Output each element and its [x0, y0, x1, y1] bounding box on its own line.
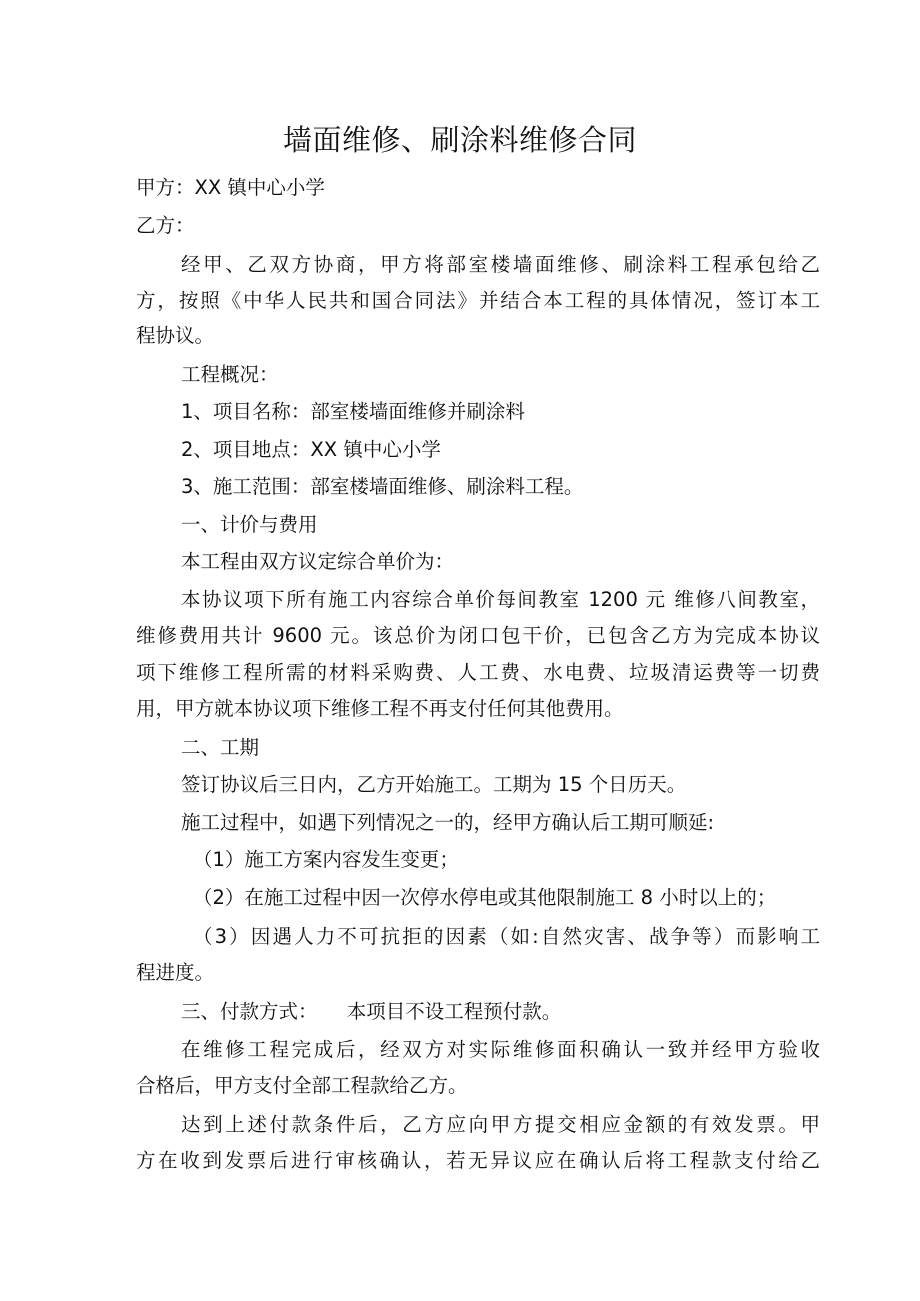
payment-paragraph-1-line-1: 在维修工程完成后，经双方对实际维修面积确认一致并经甲方验收: [181, 1038, 820, 1061]
pricing-intro-line: 本工程由双方议定综合单价为：: [181, 550, 455, 573]
party-a-line: 甲方：XX 镇中心小学: [136, 176, 325, 199]
section-payment-heading: 三、付款方式： 本项目不设工程预付款。: [181, 1000, 562, 1023]
payment-paragraph-2-line-2: 方在收到发票后进行审核确认，若无异议应在确认后将工程款支付给乙: [136, 1149, 820, 1172]
extension-condition-2: （2）在施工过程中因一次停水停电或其他限制施工 8 小时以上的；: [193, 886, 777, 909]
extension-condition-3-line-2: 程进度。: [136, 961, 215, 984]
extension-condition-3-line-1: （3）因遇人力不可抗拒的因素（如:自然灾害、战争等）而影响工: [193, 925, 820, 948]
intro-paragraph-line-3: 程协议。: [136, 324, 215, 347]
overview-heading: 工程概况：: [181, 363, 279, 386]
section-schedule-heading: 二、工期: [181, 736, 260, 759]
document-title: 墙面维修、刷涂料维修合同: [282, 123, 637, 157]
schedule-start-line: 签订协议后三日内，乙方开始施工。工期为 15 个日历天。: [181, 773, 687, 796]
extension-condition-1: （1）施工方案内容发生变更；: [193, 848, 459, 871]
pricing-paragraph-line-1: 本协议项下所有施工内容综合单价每间教室 1200 元 维修八间教室，: [181, 588, 820, 611]
overview-item-scope: 3、施工范围：部室楼墙面维修、刷涂料工程。: [181, 475, 584, 498]
pricing-paragraph-line-4: 用，甲方就本协议项下维修工程不再支付任何其他费用。: [136, 697, 624, 720]
payment-paragraph-1-line-2: 合格后，甲方支付全部工程款给乙方。: [136, 1074, 468, 1097]
intro-paragraph-line-2: 方，按照《中华人民共和国合同法》并结合本工程的具体情况，签订本工: [136, 289, 820, 312]
section-pricing-heading: 一、计价与费用: [181, 513, 318, 536]
intro-paragraph-line-1: 经甲、乙双方协商，甲方将部室楼墙面维修、刷涂料工程承包给乙: [181, 253, 820, 276]
overview-item-project-name: 1、项目名称：部室楼墙面维修并刷涂料: [181, 400, 525, 423]
payment-paragraph-2-line-1: 达到上述付款条件后，乙方应向甲方提交相应金额的有效发票。甲: [181, 1113, 820, 1136]
schedule-extension-line: 施工过程中，如遇下列情况之一的，经甲方确认后工期可顺延:: [181, 811, 715, 834]
pricing-paragraph-line-2: 维修费用共计 9600 元。该总价为闭口包干价，已包含乙方为完成本协议: [136, 624, 820, 647]
pricing-paragraph-line-3: 项下维修工程所需的材料采购费、人工费、水电费、垃圾清运费等一切费: [136, 661, 820, 684]
party-b-line: 乙方：: [136, 214, 195, 237]
overview-item-project-location: 2、项目地点：XX 镇中心小学: [181, 438, 441, 461]
